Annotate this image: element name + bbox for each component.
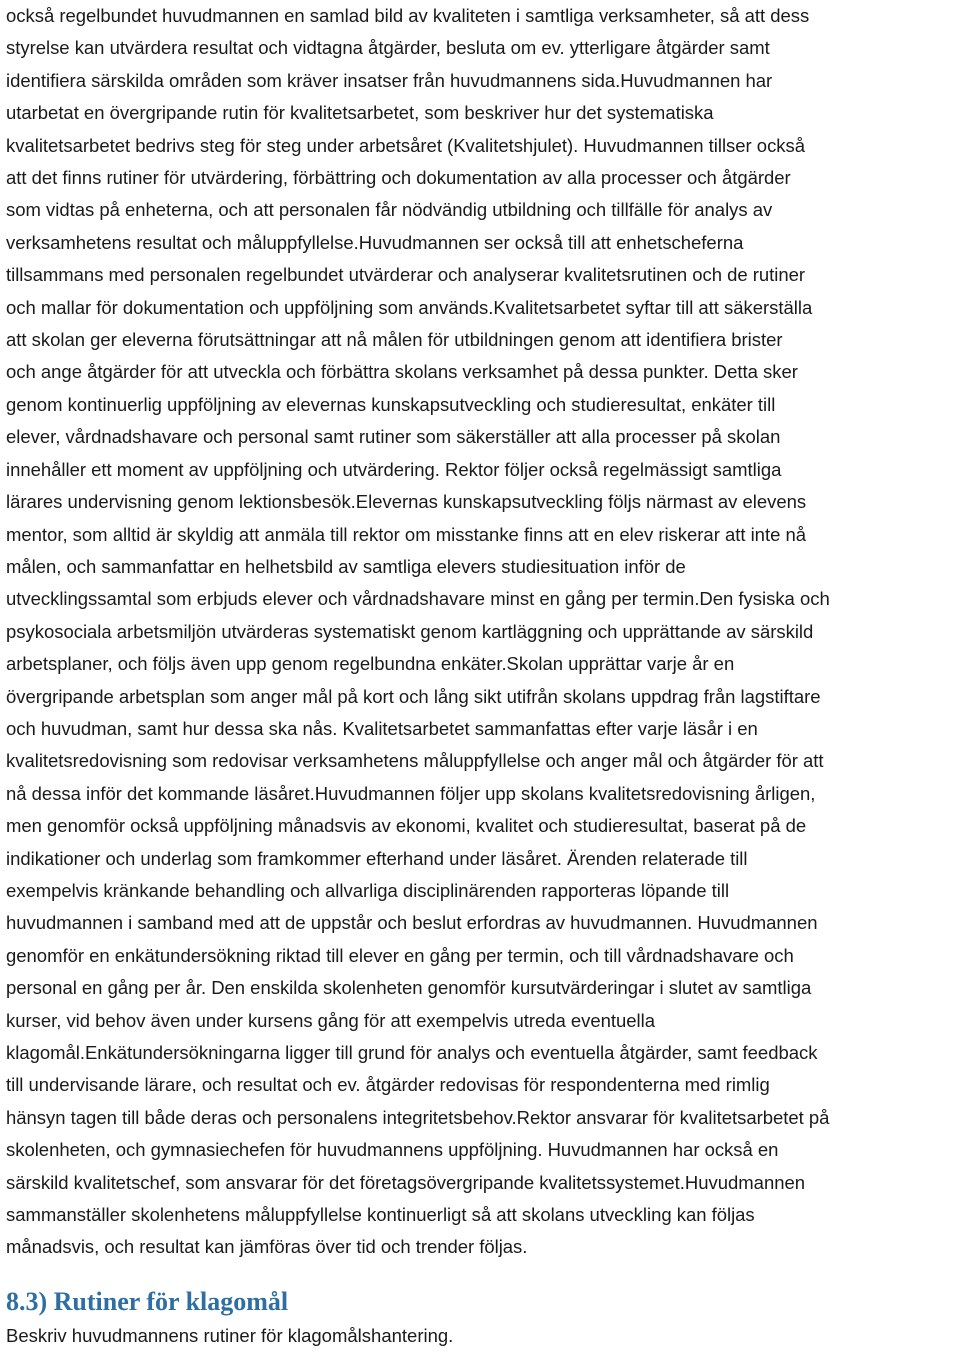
paragraph-line: mentor, som alltid är skyldig att anmäla till rektor om misstanke finns att en elev riskerar att inte nå — [6, 523, 806, 545]
paragraph-line: att skolan ger eleverna förutsättningar att nå målen för utbildningen genom att identifiera brister — [6, 329, 783, 351]
paragraph-line: också regelbundet huvudmannen en samlad bild av kvaliteten i samtliga verksamheter, så att dess — [6, 5, 810, 26]
paragraph-line: särskild kvalitetschef, som ansvarar för det företagsövergripande kvalitetssystemet.Huvudmannen — [6, 1171, 806, 1193]
section-heading: 8.3) Rutiner för klagomål — [6, 1287, 289, 1316]
paragraph-line: verksamhetens resultat och måluppfyllelse.Huvudmannen ser också till att enhetscheferna — [6, 231, 744, 253]
paragraph-line: hänsyn tagen till både deras och personalens integritetsbehov.Rektor ansvarar för kvalitetsarbetet på — [6, 1106, 830, 1128]
paragraph-line: månadsvis, och resultat kan jämföras över tid och trender följas. — [6, 1236, 528, 1258]
paragraph-line: kurser, vid behov även under kursens gång för att exempelvis utreda eventuella — [6, 1009, 655, 1031]
paragraph-line: genomför en enkätundersökning riktad till elever en gång per termin, och till vårdnadshavare och — [6, 944, 794, 966]
paragraph-line: kvalitetsarbetet bedrivs steg för steg under arbetsåret (Kvalitetshjulet). Huvudmannen tillser också — [6, 134, 806, 156]
paragraph-line: till undervisande lärare, och resultat och ev. åtgärder redovisas för respondenterna med rimlig — [6, 1074, 770, 1096]
paragraph-line: indikationer och underlag som framkommer efterhand under läsåret. Ärenden relaterade till — [6, 847, 748, 869]
paragraph-line: arbetsplaner, och följs även upp genom regelbundna enkäter.Skolan upprättar varje år en — [6, 653, 735, 675]
paragraph-line: klagomål.Enkätundersökningarna ligger till grund för analys och eventuella åtgärder, samt feedback — [6, 1042, 818, 1063]
paragraph-line: och mallar för dokumentation och uppföljning som används.Kvalitetsarbetet syftar till att säkerställa — [6, 296, 813, 318]
paragraph-line: innehåller ett moment av uppföljning och utvärdering. Rektor följer också regelmässigt samtliga — [6, 458, 782, 480]
paragraph-line: att det finns rutiner för utvärdering, förbättring och dokumentation av alla processer och åtgärder — [6, 167, 791, 189]
paragraph-line: övergripande arbetsplan som anger mål på kort och lång sikt utifrån skolans uppdrag från lagstiftare — [6, 685, 821, 707]
paragraph-line: som vidtas på enheterna, och att personalen får nödvändig utbildning och tillfälle för analys av — [6, 199, 773, 221]
paragraph-line: huvudmannen i samband med att de uppstår och beslut erfordras av huvudmannen. Huvudmannen — [6, 912, 818, 934]
paragraph-line: kvalitetsredovisning som redovisar verksamhetens måluppfyllelse och anger mål och åtgärder för att — [6, 750, 824, 772]
paragraph-line: men genomför också uppföljning månadsvis av ekonomi, kvalitet och studieresultat, baserat på de — [6, 815, 807, 837]
paragraph-line: och ange åtgärder för att utveckla och förbättra skolans verksamhet på dessa punkter. Detta sker — [6, 361, 798, 383]
paragraph-line: och huvudman, samt hur dessa ska nås. Kvalitetsarbetet sammanfattas efter varje läsår i en — [6, 717, 758, 739]
paragraph-line: sammanställer skolenhetens måluppfyllelse kontinuerligt så att skolans utveckling kan följas — [6, 1204, 755, 1226]
paragraph-line: genom kontinuerlig uppföljning av elevernas kunskapsutveckling och studieresultat, enkäter till — [6, 393, 776, 415]
paragraph-line: tillsammans med personalen regelbundet utvärderar och analyserar kvalitetsrutinen och de rutiner — [6, 264, 806, 286]
document-page — [6, 0, 956, 1352]
paragraph-line: målen, och sammanfattar en helhetsbild av samtliga elevers studiesituation inför de — [6, 555, 686, 577]
section-instruction: Beskriv huvudmannens rutiner för klagomålshantering. — [6, 1325, 454, 1346]
paragraph-line: exempelvis kränkande behandling och allvarliga disciplinärenden rapporteras löpande till — [6, 879, 730, 901]
paragraph-line: elever, vårdnadshavare och personal samt rutiner som säkerställer att alla processer på skolan — [6, 426, 781, 448]
paragraph-line: styrelse kan utvärdera resultat och vidtagna åtgärder, besluta om ev. ytterligare åtgärder samt — [6, 37, 770, 59]
paragraph-line: psykosociala arbetsmiljön utvärderas systematiskt genom kartläggning och upprättande av särskild — [6, 620, 814, 642]
paragraph-line: personal en gång per år. Den enskilda skolenheten genomför kursutvärderingar i slutet av samtliga — [6, 977, 812, 999]
paragraph-line: identifiera särskilda områden som kräver insatser från huvudmannens sida.Huvudmannen har — [6, 69, 773, 91]
paragraph-line: skolenheten, och gymnasiechefen för huvudmannens uppföljning. Huvudmannen har också en — [6, 1139, 779, 1161]
body-paragraph — [6, 0, 956, 1264]
paragraph-line: utvecklingssamtal som erbjuds elever och vårdnadshavare minst en gång per termin.Den fysiska och — [6, 588, 830, 610]
paragraph-line: nå dessa inför det kommande läsåret.Huvudmannen följer upp skolans kvalitetsredovisning årligen, — [6, 782, 816, 804]
paragraph-line: lärares undervisning genom lektionsbesök.Elevernas kunskapsutveckling följs närmast av elevens — [6, 491, 807, 513]
paragraph-line: utarbetat en övergripande rutin för kvalitetsarbetet, som beskriver hur det systematiska — [6, 102, 714, 124]
